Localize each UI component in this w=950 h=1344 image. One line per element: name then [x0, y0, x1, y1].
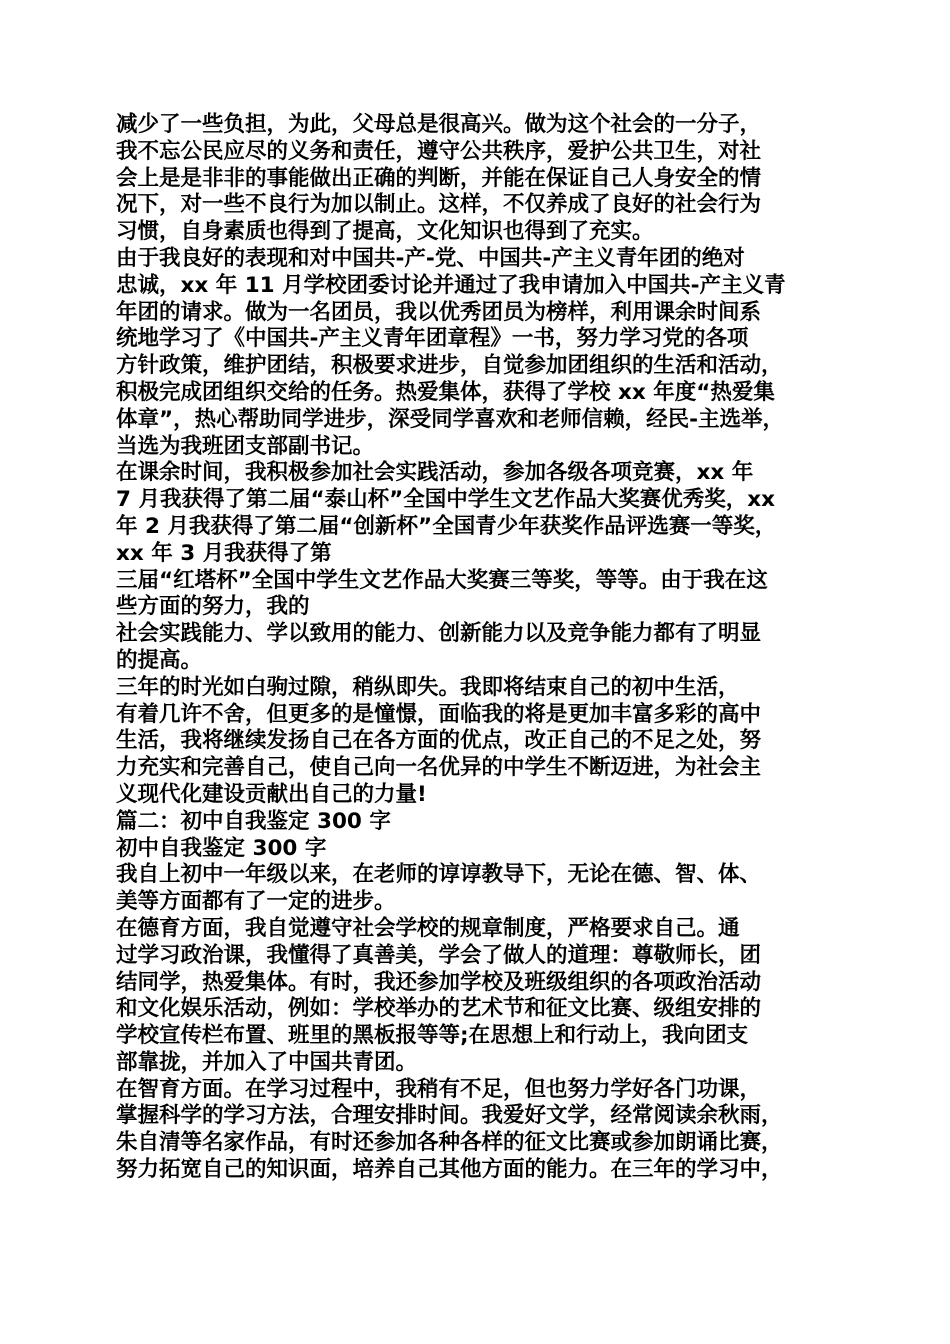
- text-line: 努力拓宽自己的知识面，培养自己其他方面的能力。在三年的学习中，: [116, 1157, 783, 1183]
- text-line: 的提高。: [116, 647, 203, 673]
- text-line: 生活，我将继续发扬自己在各方面的优点，改正自己的不足之处，努: [116, 728, 762, 754]
- text-line: 7 月我获得了第二届“泰山杯”全国中学生文艺作品大奖赛优秀奖，xx: [116, 487, 775, 513]
- text-line: 会上是是非非的事能做出正确的判断，并能在保证自己人身安全的情: [116, 165, 762, 191]
- text-line: 在智育方面。在学习过程中，我稍有不足，但也努力学好各门功课，: [116, 1076, 762, 1102]
- text-line: 结同学，热爱集体。有时，我还参加学校及班级组织的各项政治活动: [116, 969, 762, 995]
- text-line: 过学习政治课，我懂得了真善美，学会了做人的道理：尊敬师长，团: [116, 942, 762, 968]
- text-line: 当选为我班团支部副书记。: [116, 433, 375, 459]
- text-line: 况下，对一些不良行为加以制止。这样，不仅养成了良好的社会行为: [116, 192, 762, 218]
- text-line: 在课余时间，我积极参加社会实践活动，参加各级各项竞赛，xx 年: [116, 460, 754, 486]
- text-line: 力充实和完善自己，使自己向一名优异的中学生不断迈进，为社会主: [116, 755, 762, 781]
- text-line: 在德育方面，我自觉遵守社会学校的规章制度，严格要求自己。通: [116, 915, 740, 941]
- text-line: 体章”，热心帮助同学进步，深受同学喜欢和老师信赖，经民-主选举，: [116, 406, 785, 432]
- text-line: 统地学习了《中国共-产主义青年团章程》一书，努力学习党的各项: [116, 326, 749, 352]
- text-line: 朱自清等名家作品，有时还参加各种各样的征文比赛或参加朗诵比赛，: [116, 1130, 783, 1156]
- text-line: 三届“红塔杯”全国中学生文艺作品大奖赛三等奖，等等。由于我在这: [116, 567, 768, 593]
- text-line: 初中自我鉴定 300 字: [116, 835, 327, 861]
- text-line: 我不忘公民应尽的义务和责任，遵守公共秩序，爱护公共卫生，对社: [116, 138, 762, 164]
- text-line: 我自上初中一年级以来，在老师的谆谆教导下，无论在德、智、体、: [116, 862, 762, 888]
- text-line: 义现代化建设贡献出自己的力量!: [116, 781, 427, 807]
- text-line: 有着几许不舍，但更多的是憧憬，面临我的将是更加丰富多彩的高中: [116, 701, 762, 727]
- text-line: 部靠拢，并加入了中国共青团。: [116, 1049, 418, 1075]
- text-line: 篇二：初中自我鉴定 300 字: [116, 808, 391, 834]
- text-line: 学校宣传栏布置、班里的黑板报等等;在思想上和行动上，我向团支: [116, 1023, 749, 1049]
- text-line: 由于我良好的表现和对中国共-产-党、中国共-产主义青年团的绝对: [116, 245, 745, 271]
- text-line: 积极完成团组织交给的任务。热爱集体，获得了学校 xx 年度“热爱集: [116, 379, 775, 405]
- text-line: 和文化娱乐活动，例如：学校举办的艺术节和征文比赛、级组安排的: [116, 996, 762, 1022]
- text-line: 些方面的努力，我的: [116, 594, 310, 620]
- text-line: 方针政策，维护团结，积极要求进步，自觉参加团组织的生活和活动，: [116, 353, 783, 379]
- text-line: 三年的时光如白驹过隙，稍纵即失。我即将结束自己的初中生活，: [116, 674, 740, 700]
- text-line: 美等方面都有了一定的进步。: [116, 889, 396, 915]
- text-line: 社会实践能力、学以致用的能力、创新能力以及竞争能力都有了明显: [116, 621, 762, 647]
- text-line: 年 2 月我获得了第二届“创新杯”全国青少年获奖作品评选赛一等奖，: [116, 513, 777, 539]
- text-line: 习惯，自身素质也得到了提高，文化知识也得到了充实。: [116, 219, 654, 245]
- text-line: 掌握科学的学习方法，合理安排时间。我爱好文学，经常阅读余秋雨，: [116, 1103, 783, 1129]
- text-line: 忠诚，xx 年 11 月学校团委讨论并通过了我申请加入中国共-产主义青: [116, 272, 786, 298]
- text-line: 减少了一些负担，为此，父母总是很高兴。做为这个社会的一分子，: [116, 112, 762, 137]
- document-body: [116, 112, 846, 1184]
- text-line: 年团的请求。做为一名团员，我以优秀团员为榜样，利用课余时间系: [116, 299, 762, 325]
- text-line: xx 年 3 月我获得了第: [116, 540, 332, 566]
